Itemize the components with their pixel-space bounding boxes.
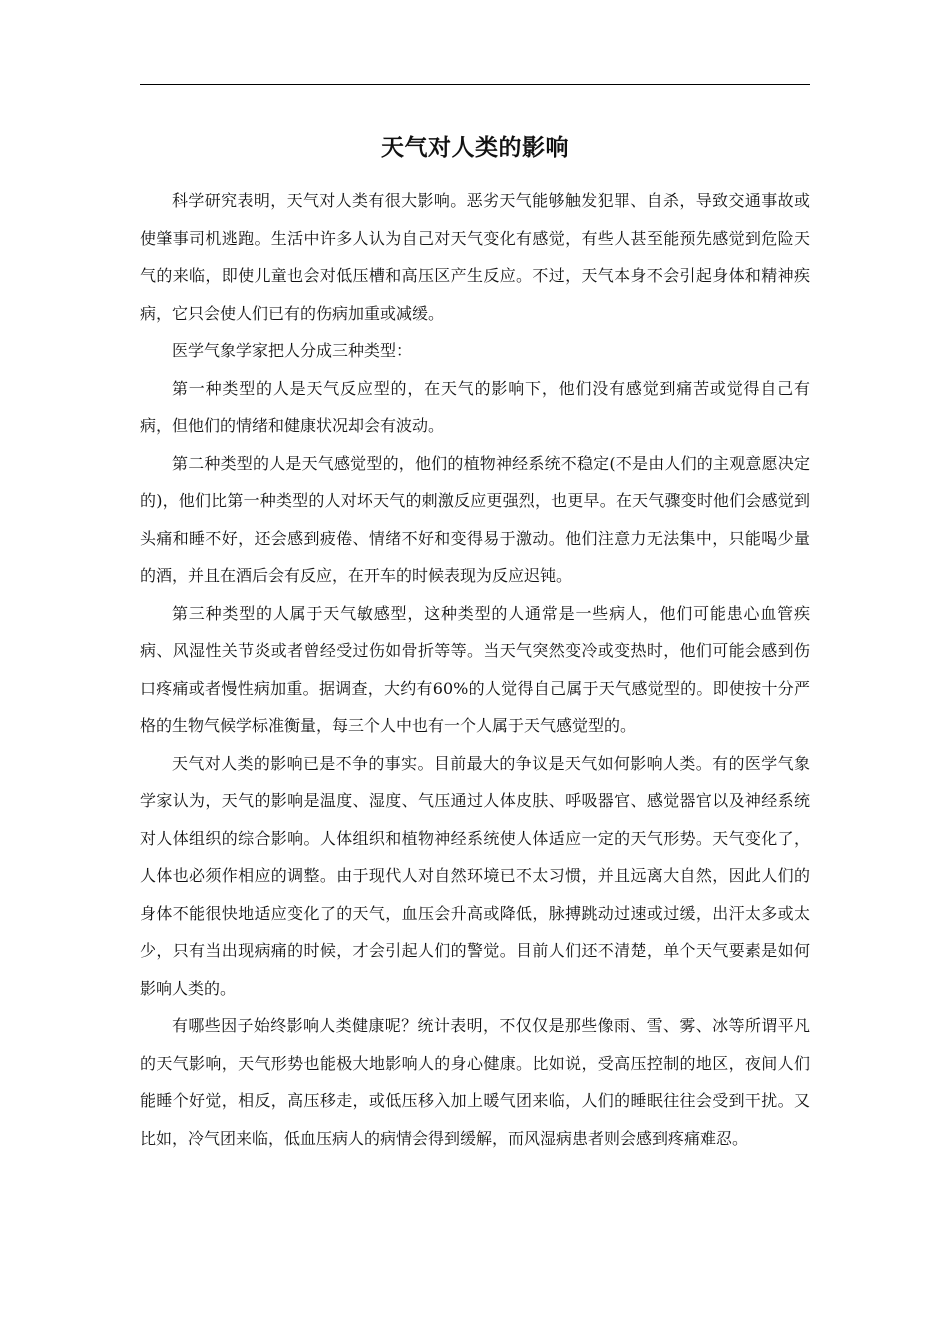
paragraph-type-two: 第二种类型的人是天气感觉型的，他们的植物神经系统不稳定(不是由人们的主观意愿决定的)，他们比第一种类型的人对坏天气的刺激反应更强烈，也更早。在天气骤变时他们会感觉到头痛和睡不好，还会感到疲倦、情绪不好和变得易于激动。他们注意力无法集中，只能喝少量的酒，并且在酒后会有反应，在开车的时候表现为反应迟钝。 — [140, 453, 810, 585]
document-title: 天气对人类的影响 — [381, 134, 569, 161]
paragraph-type-three: 第三种类型的人属于天气敏感型，这种类型的人通常是一些病人，他们可能患心血管疾病、风湿性关节炎或者曾经受过伤如骨折等等。当天气突然变冷或变热时，他们可能会感到伤口疼痛或者慢性病加重。据调查，大约有60%的人觉得自己属于天气感觉型的。即使按十分严格的生物气候学标准衡量，每三个人中也有一个人属于天气感觉型的。 — [140, 603, 810, 735]
header-rule — [140, 84, 810, 85]
document-body — [140, 182, 810, 1157]
paragraph-intro: 科学研究表明，天气对人类有很大影响。恶劣天气能够触发犯罪、自杀，导致交通事故或使肇事司机逃跑。生活中许多人认为自己对天气变化有感觉，有些人甚至能预先感觉到危险天气的来临，即使儿童也会对低压槽和高压区产生反应。不过，天气本身不会引起身体和精神疾病，它只会使人们已有的伤病加重或减缓。 — [140, 191, 810, 323]
paragraph-factors: 有哪些因子始终影响人类健康呢？统计表明，不仅仅是那些像雨、雪、雾、冰等所谓平凡的天气影响，天气形势也能极大地影响人的身心健康。比如说，受高压控制的地区，夜间人们能睡个好觉，相反，高压移走，或低压移入加上暖气团来临，人们的睡眠往往会受到干扰。又比如，冷气团来临，低血压病人的病情会得到缓解，而风湿病患者则会感到疼痛难忍。 — [140, 1016, 810, 1148]
paragraph-three-types: 医学气象学家把人分成三种类型： — [172, 341, 413, 360]
paragraph-mechanism: 天气对人类的影响已是不争的事实。目前最大的争议是天气如何影响人类。有的医学气象学家认为，天气的影响是温度、湿度、气压通过人体皮肤、呼吸器官、感觉器官以及神经系统对人体组织的综合影响。人体组织和植物神经系统使人体适应一定的天气形势。天气变化了，人体也必须作相应的调整。由于现代人对自然环境已不太习惯，并且远离大自然，因此人们的身体不能很快地适应变化了的天气，血压会升高或降低，脉搏跳动过速或过缓，出汗太多或太少，只有当出现病痛的时候，才会引起人们的警觉。目前人们还不清楚，单个天气要素是如何影响人类的。 — [140, 753, 810, 998]
paragraph-type-one: 第一种类型的人是天气反应型的，在天气的影响下，他们没有感觉到痛苦或觉得自己有病，但他们的情绪和健康状况却会有波动。 — [140, 378, 810, 435]
